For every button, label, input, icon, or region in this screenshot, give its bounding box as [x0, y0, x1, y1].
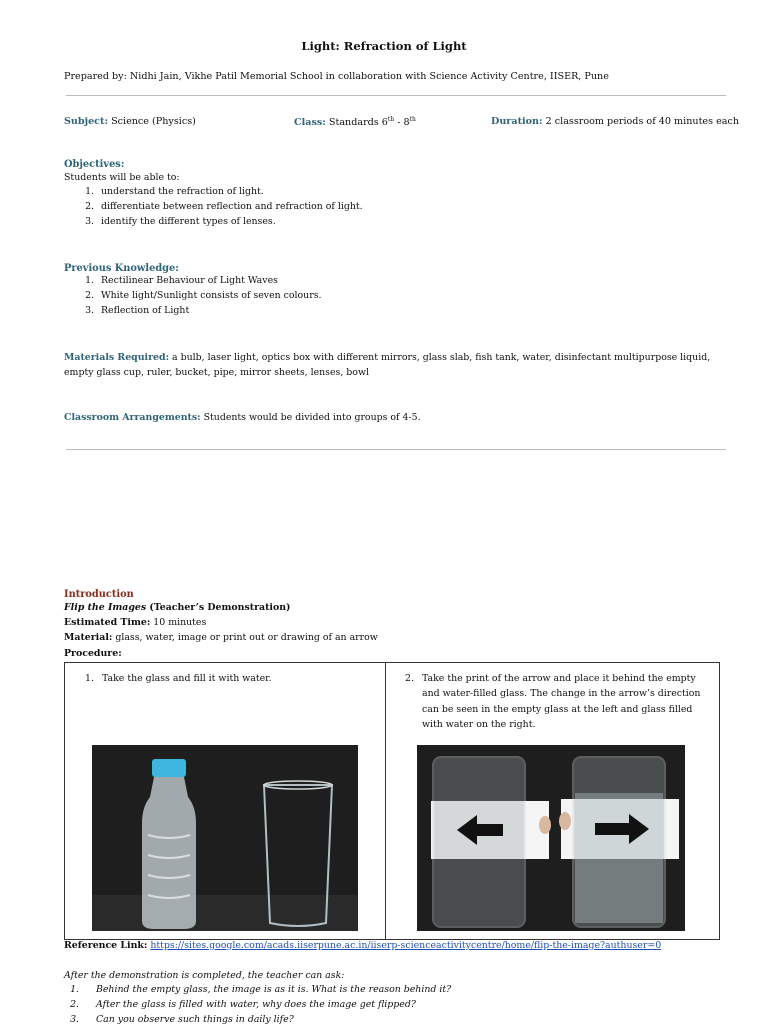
procedure-step-1: 1. Take the glass and fill it with water.: [85, 673, 272, 684]
procedure-table: [64, 662, 720, 940]
arrangements-label: Classroom Arrangements:: [64, 412, 201, 423]
list-item: 3. Can you observe such things in daily life?: [82, 1013, 724, 1028]
objectives-intro: Students will be able to:: [64, 172, 180, 183]
questions-section: [64, 968, 724, 1028]
arrangements-section: [64, 410, 724, 425]
duration-field: Duration: 2 classroom periods of 40 minutes each: [491, 116, 740, 127]
list-item: 1. understand the refraction of light.: [97, 185, 724, 200]
bottle-cap-icon: [152, 759, 186, 777]
document-title: Light: Refraction of Light: [301, 39, 467, 53]
subject-field: Subject: Science (Physics): [64, 116, 196, 127]
previous-knowledge-heading: Previous Knowledge:: [64, 263, 179, 274]
reference-link[interactable]: https://sites.google.com/acads.iiserpune.ac.in/iiserp-scienceactivitycentre/home/flip-the-image?authuser=0: [150, 940, 662, 951]
arrow-refraction-photo: [417, 745, 685, 931]
class-field: Class: Standards 6th - 8th: [294, 116, 416, 129]
list-item: 3. Reflection of Light: [97, 304, 724, 319]
procedure-label: Procedure:: [64, 647, 122, 659]
questions-list: [64, 983, 724, 1027]
material-line: Material: glass, water, image or print out or drawing of an arrow: [64, 632, 378, 644]
table-divider: [385, 663, 386, 939]
list-item: 3. identify the different types of lenses.: [97, 215, 724, 230]
procedure-step-2: 2. Take the print of the arrow and place it behind the empty and water-filled glass. The change in the arrow’s direction can be seen in the empty glass at the left and glass filled with water on the right.: [405, 673, 701, 730]
objectives-list: [64, 185, 724, 229]
materials-section: [64, 350, 728, 380]
introduction-section: [64, 589, 724, 661]
bottle-and-glass-photo: [92, 745, 358, 931]
divider-top: [66, 95, 726, 96]
bottle-glass-illustration: [92, 745, 358, 931]
activity-title: Flip the Images (Teacher’s Demonstration): [64, 602, 291, 613]
estimated-time: Estimated Time: 10 minutes: [64, 617, 207, 629]
list-item: 2. White light/Sunlight consists of seven colours.: [97, 289, 724, 304]
list-item: 1. Rectilinear Behaviour of Light Waves: [97, 274, 724, 289]
list-item: 2. differentiate between reflection and refraction of light.: [97, 200, 724, 215]
bottle-icon: [142, 777, 196, 929]
reference-link-line: Reference Link: https://sites.google.com/acads.iiserpune.ac.in/iiserp-scienceactivitycentre/home/flip-the-image?authuser=0: [64, 940, 662, 951]
list-item: 1. Behind the empty glass, the image is as it is. What is the reason behind it?: [82, 983, 724, 998]
materials-text: a bulb, laser light, optics box with different mirrors, glass slab, fish tank, water, disinfectant multipurpose liquid, empty glass cup, ruler, bucket, pipe, mirror sheets, lenses, bowl: [64, 352, 711, 379]
arrow-glasses-illustration: [417, 745, 685, 931]
previous-knowledge-list: [64, 274, 724, 318]
prepared-by: Prepared by: Nidhi Jain, Vikhe Patil Memorial School in collaboration with Science Activity Centre, IISER, Pune: [64, 71, 609, 82]
materials-label: Materials Required:: [64, 352, 170, 363]
questions-intro: After the demonstration is completed, the teacher can ask:: [64, 970, 345, 981]
divider-middle: [66, 449, 726, 450]
objectives-section: [64, 159, 724, 230]
objectives-heading: Objectives:: [64, 159, 125, 170]
empty-glass-icon: [433, 757, 525, 927]
arrangements-text: Students would be divided into groups of 4-5.: [200, 412, 421, 423]
introduction-heading: Introduction: [64, 589, 134, 600]
list-item: 2. After the glass is filled with water, why does the image get flipped?: [82, 998, 724, 1013]
previous-knowledge-section: [64, 263, 724, 318]
